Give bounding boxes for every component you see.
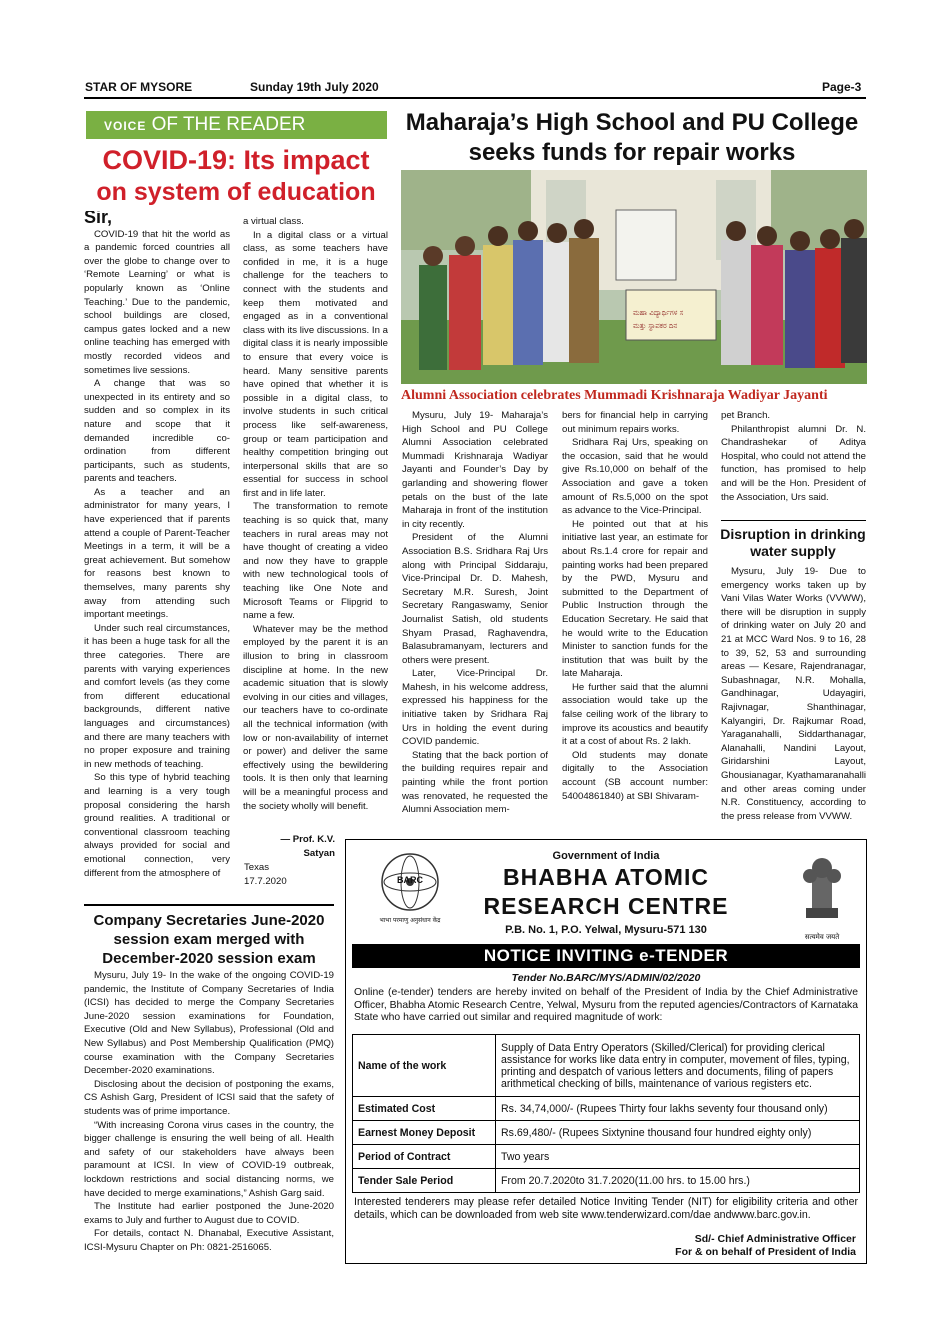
letter-paragraph: A change that was so unexpected in its entirety and so sudden and so complex in its nature and scope that it demanded incredible co-ordination from different participants, such as students, parents and teachers. <box>84 378 230 485</box>
ad-org-1: BHABHA ATOMIC <box>503 864 709 890</box>
cs-article <box>84 969 334 1269</box>
table-row <box>353 1145 860 1169</box>
article-paragraph: Old students may donate digitally to the Association account (SB account number: 54004861840) at SBI Shivaram- <box>562 749 708 802</box>
tender-details-table <box>352 1034 860 1193</box>
article-paragraph: He further said that the alumni association would take up the false ceiling work of the library to improve its acoustics and beautify it at a cost of about Rs. 2 lakh. <box>562 681 708 748</box>
barc-tender-ad <box>345 839 867 1264</box>
group-photo-illustration <box>401 170 867 384</box>
voice-label: VOICE <box>104 119 147 133</box>
ad-notice-banner: NOTICE INVITING e-TENDER <box>352 944 860 968</box>
emblem-caption: सत्यमेव जयते <box>804 933 840 941</box>
issue-date: Sunday 19th July 2020 <box>250 80 379 94</box>
maharaja-headline-2: seeks funds for repair works <box>468 139 796 166</box>
table-value: Supply of Data Entry Operators (Skilled/Clerical) for providing clerical assistance for works like data entry in computer, movement of files, typing, printing and despatch of various letters and documents, filing of papers arithmetical checking of bills, maintenance of various registers etc. <box>496 1035 860 1097</box>
letter-paragraph: In a digital class or a virtual class, as some teachers have confided in me, it is a huge challenge for the teachers to connect with the students and keep them motivated and engaged as in a conventional class with its live discussions. In a digital class it is nearly impossible to ensure that every voice is heard. Many sensitive parents have opined that whether it is possible in a digital class, to involve students in such critical process like self-awareness, group or team participation and healthy competition bringing out interpersonal skills that are so essential for success in school first and in life later. <box>243 229 388 499</box>
article-paragraph: Later, Vice-Principal Dr. Mahesh, in his welcome address, expressed his happiness for the initiative taken by Sridhara Raj Urs in holding the event during COVID pandemic. <box>402 668 548 748</box>
cs-paragraph: For details, contact N. Dhanabal, Executive Assistant, ICSI-Mysuru Chapter on Ph: 0821-2516065. <box>84 1228 334 1253</box>
group-photo <box>401 170 867 384</box>
table-row <box>353 1121 860 1145</box>
ad-tender-number: Tender No.BARC/MYS/ADMIN/02/2020 <box>511 972 701 984</box>
article-paragraph: bers for financial help in carrying out minimum repairs works. <box>562 410 708 435</box>
table-row <box>353 1035 860 1097</box>
photo-banner-text-2: ಮತ್ತು ಸ್ಥಾಪಕರ ದಿನ <box>633 322 678 330</box>
letter-headline-1: COVID-19: Its impact <box>102 145 370 175</box>
article-paragraph: Stating that the back portion of the building requires repair and painting while the front portion was renovated, he requested the Alumni Association mem- <box>402 749 548 816</box>
article-paragraph: Sridhara Raj Urs, speaking on the occasion, said that he would give Rs.10,000 on behalf of the Association and gave a token amount of Rs.5,000 on the spot as advance to the Vice-Principal. <box>562 437 708 517</box>
water-divider <box>721 520 866 521</box>
letter-column-2 <box>243 215 388 835</box>
table-key: Name of the work <box>353 1035 496 1097</box>
barc-logo-caption: भाभा परमाणु अनुसंधान केंद्र <box>379 917 441 924</box>
table-value: Two years <box>496 1145 860 1169</box>
masthead-rule <box>84 97 866 99</box>
voice-label-rest: OF THE READER <box>151 114 306 135</box>
table-value: From 20.7.2020to 31.7.2020(11.00 hrs. to 15.00 hrs.) <box>496 1169 860 1193</box>
cs-paragraph: “With increasing Corona virus cases in the country, the bigger challenge is ensuring the well being of all. Health and safety of our stakeholders have always been paramount at ICSI. In view of COVID-19 outbreak, lockdown restrictions and social distancing norms, we have decided to merge examinations,” Ashish Garg said. <box>84 1119 334 1199</box>
cs-paragraph: The Institute had earlier postponed the June-2020 exams to July and further to August due to COVID. <box>84 1201 334 1226</box>
paper-name: STAR OF MYSORE <box>85 80 193 94</box>
maharaja-column-3 <box>721 409 866 514</box>
article-paragraph: Mysuru, July 19- Maharaja’s High School and PU College Alumni Association celebrated Mummadi Krishnaraja Wadiyar Jayanti and Founder’s Day by garlanding and showering flower petals on the bust of the late Maharaja in front of the institution in city recently. <box>402 410 548 530</box>
table-row <box>353 1097 860 1121</box>
table-key: Earnest Money Deposit <box>353 1121 496 1145</box>
ad-intro: Online (e-tender) tenders are hereby invited on behalf of the President of India by the Chief Administrative Officer, Bhabha Atomic Research Centre, Yelwal, Mysuru from the reputed agencies/Contractors of Karnataka State who have carried out similar and required magnitude of work: <box>354 987 859 1023</box>
section-divider <box>84 904 334 906</box>
ad-address: P.B. No. 1, P.O. Yelwal, Mysuru-571 130 <box>505 924 707 936</box>
table-value: Rs. 34,74,000/- (Rupees Thirty four lakhs seventy four thousand only) <box>496 1097 860 1121</box>
national-emblem <box>792 852 852 940</box>
letter-paragraph: Whatever may be the method employed by the parent it is an illusion to bring in classroom discipline at home. In the new academic situation that is slowly evolving in our cities and villages, our teachers have to co-ordinate all the technical information (with low or non-availability of internet or power) and deliver the same effectively using the bewildering tools. It is then only that learning will be a meaningful process and the society wholly will benefit. <box>243 623 388 812</box>
article-paragraph: He pointed out that at his initiative last year, an estimate for about Rs.1.4 crore for repair and painting works had been prepared by the PWD, Mysuru and submitted to the Department of Public Instruction through the Education Secretary. He said that he would write to the Education Minister to sanction funds for the institution that was built by the late Maharaja. <box>562 518 708 680</box>
letter-paragraph: Under such real circumstances, it has been a huge task for all the three categories. There are parents with varying experiences and comfort levels (as they come from different educational backgrounds, different native languages and circumstances) and there are many teachers with no proper exposure and training in new methods of teaching. <box>84 622 230 770</box>
ad-gov: Government of India <box>552 850 660 862</box>
water-paragraph: Mysuru, July 19- Due to emergency works taken up by Vani Vilas Water Works (VVWW), there will be disruption in supply of drinking water on July 20 and 21 at MCC Ward Nos. 9 to 16, 28 to 39, 52, 53 and surrounding areas — Kesare, Rajendranagar, Subashnagar, N.R. Mohalla, Gandhinagar, Udayagiri, Rajivnagar, Shanthinagar, Kalyangiri, Dr. Rajkumar Road, Yaraganahalli, Siddarthanagar, Alanahalli, Nandini Layout, Giridarshini Layout, Ghousianagar, Kyathamaranahalli and other areas coming under N.R. Constituency, according to the press release from VVWW. <box>721 566 866 822</box>
article-paragraph: pet Branch. <box>721 410 771 421</box>
article-paragraph: Philanthropist alumni Dr. N. Chandrashekar of Aditya Hospital, who could not attend the function, has promised to help and will be the Hon. President of the Association, Urs said. <box>721 423 866 503</box>
table-key: Tender Sale Period <box>353 1169 496 1193</box>
article-paragraph: President of the Alumni Association B.S. Sridhara Raj Urs along with Principal Siddaraju, Vice-Principal Dr. D. Mahesh, Secretary M.R. Suresh, Joint Secretary Rangaswamy, Senior Journalist Satish, old students Shyam Prasad, Raghavendra, Balasubramanyam, lecturers and others were present. <box>402 532 548 666</box>
page-number: Page-3 <box>822 80 862 94</box>
table-row <box>353 1169 860 1193</box>
cs-headline: Company Secretaries June-2020 session exam merged with December-2020 session exam <box>93 912 325 967</box>
table-key: Period of Contract <box>353 1145 496 1169</box>
letter-paragraph: The transformation to remote teaching is so quick that, many teachers in rural areas may not have thought of creating a video and now they have to grapple with new technological tools of teaching like One Note and Microsoft Teams or Flipgrid to name a few. <box>243 501 388 622</box>
table-key: Estimated Cost <box>353 1097 496 1121</box>
ad-org-2: RESEARCH CENTRE <box>483 893 729 919</box>
barc-logo-text: BARC <box>397 875 423 885</box>
cs-paragraph: Disclosing about the decision of postponing the exams, CS Ashish Garg, President of ICSI said that the safety of students was of prime importance. <box>84 1078 334 1117</box>
maharaja-headline-1: Maharaja’s High School and PU College <box>405 109 859 136</box>
letter-signature: — Prof. K.V. Satyan <box>280 834 335 859</box>
letter-paragraph: As a teacher and an administrator for many years, I have experienced that if parents attend a couple of Parent-Teacher Meetings in a term, it will be a great achievement. But somehow for reasons best known to themselves, many parents shy away from attending such important meetings. <box>84 486 230 621</box>
maharaja-column-2 <box>562 409 708 829</box>
letter-date: 17.7.2020 <box>244 876 287 887</box>
voice-banner <box>86 111 387 139</box>
maharaja-column-1 <box>402 409 548 829</box>
ad-signature-2: For & on behalf of President of India <box>675 1246 856 1258</box>
water-headline: Disruption in drinking water supply <box>720 526 866 559</box>
ad-signature-1: Sd/- Chief Administrative Officer <box>694 1233 856 1245</box>
letter-headline-2: on system of education <box>96 178 376 206</box>
barc-logo <box>354 848 466 932</box>
cs-paragraph: Mysuru, July 19- In the wake of the ongoing COVID-19 pandemic, the Institute of Company Secretaries of India (ICSI) has decided to merge the Company Secretaries June-2020 session examinations for Foundation, Executive (Old and New Syllabus), Professional (Old and New Syllabus) and Post Membership Qualification (PMQ) course examination with the Company Secretaries December-2020 examinations. <box>84 970 334 1077</box>
letter-salutation: Sir, <box>84 211 113 227</box>
letter-paragraph: COVID-19 that hit the world as a pandemic forced countries all over the globe to change over to ‘Remote Learning’ or what is popularly known as ‘Online Teaching.’ Due to the pandemic, school buildings are closed, campus gates locked and a new online teaching has emerged with mostly recorded videos and sometimes live sessions. <box>84 228 230 376</box>
letter-paragraph: So this type of hybrid teaching and learning is a very tough proposal considering the harsh ground realities. A traditional or conventional classroom teaching always provided for social and emotional connection, very different from the atmosphere of <box>84 772 230 879</box>
photo-banner-text-1: ಮಹಾ ವಿದ್ಯಾರ್ಥಿಗಳ ಸ <box>633 309 684 317</box>
letter-place: Texas <box>244 862 270 873</box>
letter-column-1 <box>84 211 230 901</box>
table-value: Rs.69,480/- (Rupees Sixtynine thousand four hundred eighty only) <box>496 1121 860 1145</box>
letter-paragraph: a virtual class. <box>243 216 304 227</box>
photo-caption: Alumni Association celebrates Mummadi Krishnaraja Wadiyar Jayanti <box>401 388 867 408</box>
water-article <box>721 565 866 835</box>
ad-footer: Interested tenderers may please refer detailed Notice Inviting Tender (NIT) for eligibility criteria and other details, which can be downloaded from web site www.tenderwizard.com/dae andwww.barc.gov.in. <box>354 1196 858 1221</box>
